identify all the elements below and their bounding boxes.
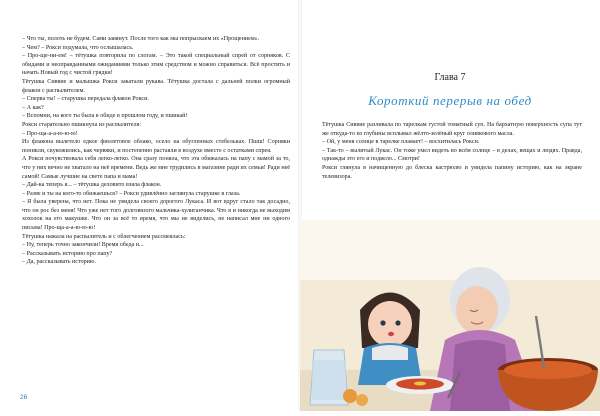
paragraph: – Сперва ты! – старушка передала флакон Рокси. xyxy=(22,96,149,103)
paragraph: – Чем? – Рокси подумала, что ослышалась. xyxy=(22,44,134,51)
paragraph: Из флакона вылетело едкое фиолетовое облако, осело на обугленных стебельках. Пшш! Сорняки поникли, скукожились, как червяки, и постепенно растаяли в воздухе вместе с остатками спрея. xyxy=(22,139,290,154)
paragraph: – А как? xyxy=(22,104,44,111)
water-jug xyxy=(310,350,348,405)
paragraph: – Рассказывать историю про папу? xyxy=(22,250,113,257)
illustration-svg xyxy=(300,220,600,411)
grandmother-and-girl-cooking-illustration xyxy=(300,220,600,411)
olive-oil-circle xyxy=(414,382,426,386)
paragraph: А Рокси почувствовала себя легко-легко. Она сразу поняла, что эта обижалась на папу с мамой за то, что у них вечно не хватало на неё времени. Ведь же мне трудились в магазине ради их семьи! Ради неё самой! Самые лучшие на свете папа и мама! xyxy=(22,156,290,180)
paragraph: Тётушка Сиввие разливала по тарелкам густой томатный суп. На бархатную поверхность супа тут же откуда-то из глубины всплывал жёлто-зелёный круг оливкового масла. xyxy=(322,122,582,137)
paragraph: Рокси старательно пшикнула из распылителя: xyxy=(22,121,142,128)
girl-collar xyxy=(372,345,408,360)
chapter-label: Глава 7 xyxy=(434,72,466,83)
jug-water xyxy=(312,360,346,400)
right-page-text xyxy=(322,121,582,181)
paragraph: – Про-ще-ни-ем! – тётушка повторила по слогам. – Это такой специальный спрей от сорняков. С обидами и неоправданными ожиданиями только этим средством и можно справиться. Всё простить и начать Новый год с чистой грядки! xyxy=(22,53,290,77)
orange-fruit xyxy=(356,394,368,406)
left-page-text xyxy=(22,35,290,267)
paragraph: – Ну, теперь точно закончили! Время обеда и... xyxy=(22,242,144,249)
paragraph: – Дай-ка теперь я... – тётушка деловито взяла флакон. xyxy=(22,182,162,189)
paragraph: – Так-то – вылитый Лукас. Он тоже умел видеть во всём солнце – в делах, вещах и людях. Правда, однажды это его и подвело... Смотри! xyxy=(322,147,582,163)
paragraph: – Разве и ты на кого-то обижаешься? – Рокси удивлённо заглянула старушке в глаза. xyxy=(22,190,241,197)
paragraph: – Да, рассказывать историю. xyxy=(22,259,97,266)
girl-figure xyxy=(358,293,422,386)
paragraph: – Что ты, полоть не будем. Сами завянут. После того как мы попрыскаем их «Прощением». xyxy=(22,36,260,42)
paragraph: – Вспомни, на кого ты была в обиде в прошлом году, и пшикай! xyxy=(22,113,188,120)
page-number: 26 xyxy=(20,394,28,401)
paragraph: Тётушка нажала на распылитель и с облегчением рассмеялась: xyxy=(22,233,186,240)
pot-soup xyxy=(504,361,592,379)
soup-plate xyxy=(386,376,454,394)
girl-mouth xyxy=(388,332,394,336)
girl-eye-left xyxy=(380,320,385,325)
paragraph: Рокси глянула в начищенную до блеска кастрюлю и увидела папину историю, как на экране телевизора. xyxy=(322,164,582,180)
paragraph: – Я была уверена, что нет. Пока не увидела своего дорогого Лукаса. И вот вдруг стало так досадно, что он рос без меня! Что уже нет того долговязого мальчика-хулиганчика. Что я и никогда не выходим хохолок на его макушке. Что он за всё то время, что мы не виделись, не написал мне ни одного письма! Про-ща-а-а-ю-ю-ю! xyxy=(22,199,290,232)
paragraph: Тётушка Сиввие и малышка Рокси закатали рукава. Тётушка достала с дальней полки огромный флакон с распылителем. xyxy=(22,78,290,94)
paragraph: – Про-ща-а-а-ю-ю-ю! xyxy=(22,130,78,137)
girl-eye-right xyxy=(395,320,400,325)
girl-face xyxy=(368,301,412,347)
paragraph: – Ой, у меня солнце в тарелке плавает! – восхитилась Рокси. xyxy=(322,139,480,146)
grandmother-face xyxy=(456,286,498,334)
orange-fruit xyxy=(343,389,357,403)
chapter-title: Короткий перерыв на обед xyxy=(368,93,532,108)
